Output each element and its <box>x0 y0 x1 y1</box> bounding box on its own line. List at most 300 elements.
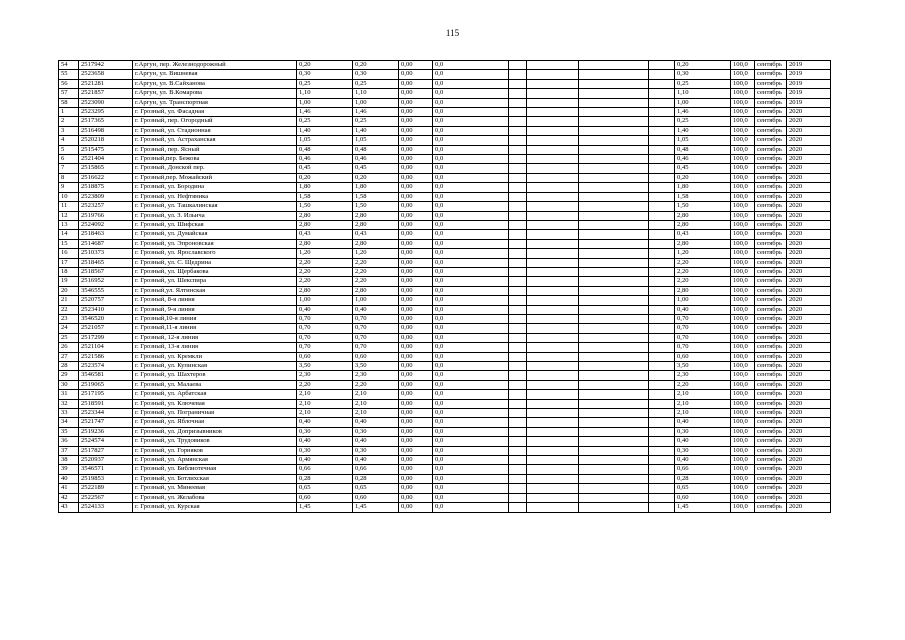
row-number-cell: 20 <box>59 286 79 295</box>
empty-cell <box>649 267 675 276</box>
percent-gap-cell: 0,0 <box>433 117 509 126</box>
empty-cell <box>579 493 649 502</box>
empty-cell <box>579 277 649 286</box>
empty-cell <box>579 192 649 201</box>
table-row <box>59 89 863 98</box>
empty-cell <box>527 362 579 371</box>
empty-cell <box>649 258 675 267</box>
table-row <box>59 427 863 436</box>
year-cell: 2020 <box>787 305 831 314</box>
empty-cell <box>579 239 649 248</box>
address-cell: г. Грозный, ул. Допризывников <box>133 427 297 436</box>
code-cell: 2514687 <box>79 239 133 248</box>
remaining-cell: 0,00 <box>399 474 433 483</box>
empty-cell <box>649 202 675 211</box>
year-cell: 2020 <box>787 409 831 418</box>
code-cell: 2515865 <box>79 164 133 173</box>
empty-cell <box>509 446 527 455</box>
year-cell: 2020 <box>787 202 831 211</box>
empty-cell <box>509 258 527 267</box>
month-cell: сентябрь <box>755 277 787 286</box>
percent-cell: 100,0 <box>731 465 755 474</box>
empty-cell <box>509 98 527 107</box>
table-row <box>59 202 863 211</box>
length-done-cell: 0,30 <box>353 427 399 436</box>
table-row <box>59 108 863 117</box>
address-cell: г. Грозный, 9-я линия <box>133 305 297 314</box>
year-cell: 2020 <box>787 380 831 389</box>
percent-gap-cell: 0,0 <box>433 108 509 117</box>
length-cell: 1,45 <box>297 503 353 512</box>
table-row <box>59 286 863 295</box>
length-done-cell: 2,10 <box>353 390 399 399</box>
code-cell: 2517195 <box>79 390 133 399</box>
year-cell: 2019 <box>787 61 831 70</box>
code-cell: 2522567 <box>79 493 133 502</box>
length-final-cell: 0,46 <box>675 155 731 164</box>
address-cell: г. Грозный, ул. Стадионная <box>133 126 297 135</box>
percent-gap-cell: 0,0 <box>433 136 509 145</box>
empty-cell <box>509 202 527 211</box>
code-cell: 2521104 <box>79 343 133 352</box>
percent-gap-cell: 0,0 <box>433 211 509 220</box>
remaining-cell: 0,00 <box>399 286 433 295</box>
percent-cell: 100,0 <box>731 286 755 295</box>
empty-cell <box>509 277 527 286</box>
percent-gap-cell: 0,0 <box>433 380 509 389</box>
percent-cell: 100,0 <box>731 493 755 502</box>
length-cell: 1,00 <box>297 296 353 305</box>
percent-gap-cell: 0,0 <box>433 220 509 229</box>
code-cell: 2523410 <box>79 305 133 314</box>
empty-cell <box>579 296 649 305</box>
empty-cell <box>649 145 675 154</box>
empty-cell <box>527 446 579 455</box>
code-cell: 2523344 <box>79 409 133 418</box>
row-number-cell: 11 <box>59 202 79 211</box>
remaining-cell: 0,00 <box>399 108 433 117</box>
code-cell: 2516952 <box>79 277 133 286</box>
address-cell: г. Грозный, 12-я линия <box>133 333 297 342</box>
percent-gap-cell: 0,0 <box>433 79 509 88</box>
row-number-cell: 31 <box>59 390 79 399</box>
empty-cell <box>649 399 675 408</box>
empty-cell <box>509 362 527 371</box>
code-cell: 2510373 <box>79 249 133 258</box>
length-cell: 1,05 <box>297 136 353 145</box>
length-done-cell: 2,20 <box>353 277 399 286</box>
empty-cell <box>579 343 649 352</box>
length-final-cell: 0,66 <box>675 465 731 474</box>
percent-cell: 100,0 <box>731 399 755 408</box>
month-cell: сентябрь <box>755 89 787 98</box>
remaining-cell: 0,00 <box>399 155 433 164</box>
empty-cell <box>649 211 675 220</box>
year-cell: 2020 <box>787 484 831 493</box>
year-cell: 2020 <box>787 136 831 145</box>
empty-cell <box>527 79 579 88</box>
length-done-cell: 1,45 <box>353 503 399 512</box>
month-cell: сентябрь <box>755 230 787 239</box>
month-cell: сентябрь <box>755 286 787 295</box>
percent-cell: 100,0 <box>731 296 755 305</box>
length-cell: 0,70 <box>297 333 353 342</box>
length-final-cell: 2,10 <box>675 409 731 418</box>
month-cell: сентябрь <box>755 418 787 427</box>
percent-gap-cell: 0,0 <box>433 89 509 98</box>
remaining-cell: 0,00 <box>399 456 433 465</box>
percent-gap-cell: 0,0 <box>433 239 509 248</box>
table-row <box>59 371 863 380</box>
length-done-cell: 0,40 <box>353 418 399 427</box>
empty-cell <box>509 286 527 295</box>
empty-cell <box>579 183 649 192</box>
length-cell: 0,40 <box>297 456 353 465</box>
month-cell: сентябрь <box>755 239 787 248</box>
row-number-cell: 26 <box>59 343 79 352</box>
empty-cell <box>509 314 527 323</box>
empty-cell <box>527 493 579 502</box>
table-row <box>59 267 863 276</box>
empty-cell <box>579 446 649 455</box>
length-final-cell: 0,70 <box>675 314 731 323</box>
empty-cell <box>509 211 527 220</box>
code-cell: 2521281 <box>79 79 133 88</box>
month-cell: сентябрь <box>755 267 787 276</box>
address-cell: г. Грозный, Донской пер. <box>133 164 297 173</box>
code-cell: 2518463 <box>79 230 133 239</box>
empty-cell <box>509 192 527 201</box>
remaining-cell: 0,00 <box>399 89 433 98</box>
year-cell: 2020 <box>787 267 831 276</box>
length-done-cell: 0,28 <box>353 474 399 483</box>
length-cell: 0,28 <box>297 474 353 483</box>
empty-cell <box>527 117 579 126</box>
length-done-cell: 0,43 <box>353 230 399 239</box>
length-final-cell: 1,50 <box>675 202 731 211</box>
remaining-cell: 0,00 <box>399 343 433 352</box>
remaining-cell: 0,00 <box>399 230 433 239</box>
table-row <box>59 79 863 88</box>
length-final-cell: 0,43 <box>675 230 731 239</box>
year-cell: 2020 <box>787 249 831 258</box>
table-row <box>59 192 863 201</box>
empty-cell <box>527 70 579 79</box>
remaining-cell: 0,00 <box>399 493 433 502</box>
length-done-cell: 1,46 <box>353 108 399 117</box>
percent-cell: 100,0 <box>731 230 755 239</box>
length-final-cell: 2,10 <box>675 390 731 399</box>
length-cell: 2,80 <box>297 286 353 295</box>
address-cell: г. Грозный, ул. Ташкалинская <box>133 202 297 211</box>
length-cell: 0,30 <box>297 427 353 436</box>
percent-cell: 100,0 <box>731 239 755 248</box>
empty-cell <box>527 183 579 192</box>
table-row <box>59 117 863 126</box>
length-cell: 2,80 <box>297 239 353 248</box>
percent-cell: 100,0 <box>731 126 755 135</box>
length-done-cell: 1,10 <box>353 89 399 98</box>
percent-cell: 100,0 <box>731 427 755 436</box>
empty-cell <box>509 474 527 483</box>
year-cell: 2020 <box>787 371 831 380</box>
length-done-cell: 1,00 <box>353 296 399 305</box>
empty-cell <box>509 333 527 342</box>
empty-cell <box>649 126 675 135</box>
table-row <box>59 249 863 258</box>
length-final-cell: 0,60 <box>675 493 731 502</box>
empty-cell <box>527 108 579 117</box>
empty-cell <box>509 371 527 380</box>
percent-gap-cell: 0,0 <box>433 390 509 399</box>
month-cell: сентябрь <box>755 324 787 333</box>
empty-cell <box>579 230 649 239</box>
percent-cell: 100,0 <box>731 409 755 418</box>
empty-cell <box>649 220 675 229</box>
code-cell: 2524574 <box>79 437 133 446</box>
year-cell: 2020 <box>787 155 831 164</box>
empty-cell <box>527 333 579 342</box>
code-cell: 2522189 <box>79 484 133 493</box>
year-cell: 2020 <box>787 503 831 512</box>
percent-cell: 100,0 <box>731 183 755 192</box>
code-cell: 2523090 <box>79 98 133 107</box>
code-cell: 2518567 <box>79 267 133 276</box>
empty-cell <box>579 286 649 295</box>
row-number-cell: 38 <box>59 456 79 465</box>
code-cell: 2520218 <box>79 136 133 145</box>
month-cell: сентябрь <box>755 164 787 173</box>
length-final-cell: 2,80 <box>675 286 731 295</box>
empty-cell <box>649 343 675 352</box>
empty-cell <box>649 239 675 248</box>
row-number-cell: 19 <box>59 277 79 286</box>
table-row <box>59 437 863 446</box>
percent-gap-cell: 0,0 <box>433 192 509 201</box>
address-cell: г.Аргун, пер. Железнодорожный <box>133 61 297 70</box>
row-number-cell: 15 <box>59 239 79 248</box>
data-table <box>58 60 863 513</box>
percent-cell: 100,0 <box>731 484 755 493</box>
length-cell: 0,60 <box>297 352 353 361</box>
length-done-cell: 0,60 <box>353 352 399 361</box>
remaining-cell: 0,00 <box>399 267 433 276</box>
percent-gap-cell: 0,0 <box>433 267 509 276</box>
empty-cell <box>527 202 579 211</box>
length-final-cell: 1,80 <box>675 183 731 192</box>
empty-cell <box>649 371 675 380</box>
length-done-cell: 0,25 <box>353 79 399 88</box>
table-row <box>59 418 863 427</box>
row-number-cell: 57 <box>59 89 79 98</box>
address-cell: г. Грозный, 13-я линия <box>133 343 297 352</box>
month-cell: сентябрь <box>755 202 787 211</box>
code-cell: 3546571 <box>79 465 133 474</box>
percent-cell: 100,0 <box>731 267 755 276</box>
percent-cell: 100,0 <box>731 314 755 323</box>
empty-cell <box>579 70 649 79</box>
percent-gap-cell: 0,0 <box>433 61 509 70</box>
row-number-cell: 1 <box>59 108 79 117</box>
length-cell: 2,10 <box>297 409 353 418</box>
table-row <box>59 164 863 173</box>
year-cell: 2020 <box>787 493 831 502</box>
length-done-cell: 0,66 <box>353 465 399 474</box>
month-cell: сентябрь <box>755 409 787 418</box>
empty-cell <box>509 409 527 418</box>
length-cell: 2,20 <box>297 258 353 267</box>
month-cell: сентябрь <box>755 371 787 380</box>
empty-cell <box>527 155 579 164</box>
empty-cell <box>527 484 579 493</box>
table-row <box>59 230 863 239</box>
empty-cell <box>579 108 649 117</box>
percent-gap-cell: 0,0 <box>433 465 509 474</box>
table-row <box>59 456 863 465</box>
length-final-cell: 3,50 <box>675 362 731 371</box>
month-cell: сентябрь <box>755 296 787 305</box>
address-cell: г. Грозный, ул. Арбатская <box>133 390 297 399</box>
address-cell: г. Грозный, ул. Астраханская <box>133 136 297 145</box>
address-cell: г. Грозный, ул. Армянская <box>133 456 297 465</box>
empty-cell <box>649 493 675 502</box>
table-row <box>59 474 863 483</box>
row-number-cell: 18 <box>59 267 79 276</box>
percent-cell: 100,0 <box>731 89 755 98</box>
empty-cell <box>649 183 675 192</box>
address-cell: г. Грозный, ул. Желабова <box>133 493 297 502</box>
empty-cell <box>579 380 649 389</box>
address-cell: г. Грозный, ул. Кремкли <box>133 352 297 361</box>
empty-cell <box>649 305 675 314</box>
address-cell: г. Грозный, ул. С. Щедрина <box>133 258 297 267</box>
row-number-cell: 28 <box>59 362 79 371</box>
empty-cell <box>509 380 527 389</box>
length-done-cell: 1,20 <box>353 249 399 258</box>
length-cell: 0,30 <box>297 70 353 79</box>
percent-gap-cell: 0,0 <box>433 493 509 502</box>
month-cell: сентябрь <box>755 343 787 352</box>
remaining-cell: 0,00 <box>399 380 433 389</box>
year-cell: 2020 <box>787 286 831 295</box>
empty-cell <box>579 474 649 483</box>
code-cell: 3546555 <box>79 286 133 295</box>
empty-cell <box>509 399 527 408</box>
row-number-cell: 30 <box>59 380 79 389</box>
row-number-cell: 27 <box>59 352 79 361</box>
address-cell: г. Грозный, ул. Горняков <box>133 446 297 455</box>
code-cell: 2516622 <box>79 173 133 182</box>
length-done-cell: 3,50 <box>353 362 399 371</box>
percent-cell: 100,0 <box>731 98 755 107</box>
length-final-cell: 0,40 <box>675 305 731 314</box>
percent-cell: 100,0 <box>731 333 755 342</box>
remaining-cell: 0,00 <box>399 258 433 267</box>
address-cell: г. Грозный, ул. Фасадная <box>133 108 297 117</box>
year-cell: 2019 <box>787 89 831 98</box>
table-row <box>59 155 863 164</box>
row-number-cell: 2 <box>59 117 79 126</box>
length-final-cell: 0,65 <box>675 484 731 493</box>
percent-gap-cell: 0,0 <box>433 503 509 512</box>
empty-cell <box>527 89 579 98</box>
table-row <box>59 126 863 135</box>
percent-cell: 100,0 <box>731 362 755 371</box>
length-done-cell: 1,80 <box>353 183 399 192</box>
month-cell: сентябрь <box>755 456 787 465</box>
empty-cell <box>579 267 649 276</box>
length-cell: 1,58 <box>297 192 353 201</box>
empty-cell <box>649 108 675 117</box>
length-final-cell: 0,40 <box>675 437 731 446</box>
address-cell: г. Грозный,11-я линия <box>133 324 297 333</box>
code-cell: 2518875 <box>79 183 133 192</box>
empty-cell <box>579 136 649 145</box>
empty-cell <box>649 286 675 295</box>
row-number-cell: 3 <box>59 126 79 135</box>
empty-cell <box>527 427 579 436</box>
address-cell: г. Грозный, ул. Минеевая <box>133 484 297 493</box>
empty-cell <box>509 126 527 135</box>
code-cell: 2524092 <box>79 220 133 229</box>
length-cell: 2,30 <box>297 371 353 380</box>
empty-cell <box>509 155 527 164</box>
empty-cell <box>509 61 527 70</box>
table-row <box>59 465 863 474</box>
length-final-cell: 0,70 <box>675 333 731 342</box>
length-final-cell: 2,20 <box>675 277 731 286</box>
empty-cell <box>527 249 579 258</box>
percent-cell: 100,0 <box>731 211 755 220</box>
empty-cell <box>527 173 579 182</box>
length-final-cell: 0,25 <box>675 79 731 88</box>
year-cell: 2020 <box>787 474 831 483</box>
percent-gap-cell: 0,0 <box>433 333 509 342</box>
empty-cell <box>527 390 579 399</box>
length-done-cell: 1,00 <box>353 98 399 107</box>
percent-cell: 100,0 <box>731 277 755 286</box>
length-cell: 0,65 <box>297 484 353 493</box>
year-cell: 2020 <box>787 277 831 286</box>
year-cell: 2020 <box>787 192 831 201</box>
empty-cell <box>579 324 649 333</box>
empty-cell <box>527 126 579 135</box>
empty-cell <box>579 437 649 446</box>
length-cell: 2,80 <box>297 220 353 229</box>
row-number-cell: 29 <box>59 371 79 380</box>
empty-cell <box>649 409 675 418</box>
length-final-cell: 0,30 <box>675 427 731 436</box>
code-cell: 2519766 <box>79 211 133 220</box>
month-cell: сентябрь <box>755 399 787 408</box>
address-cell: г. Грозный, ул. Бородина <box>133 183 297 192</box>
length-cell: 1,40 <box>297 126 353 135</box>
length-cell: 0,46 <box>297 155 353 164</box>
year-cell: 2020 <box>787 333 831 342</box>
percent-cell: 100,0 <box>731 418 755 427</box>
length-final-cell: 0,30 <box>675 70 731 79</box>
table-row <box>59 446 863 455</box>
year-cell: 2020 <box>787 258 831 267</box>
length-cell: 0,70 <box>297 314 353 323</box>
address-cell: г. Грозный, пер. Ясный <box>133 145 297 154</box>
empty-cell <box>509 173 527 182</box>
month-cell: сентябрь <box>755 465 787 474</box>
empty-cell <box>509 305 527 314</box>
page-number: 115 <box>445 28 460 38</box>
empty-cell <box>527 164 579 173</box>
empty-cell <box>509 465 527 474</box>
